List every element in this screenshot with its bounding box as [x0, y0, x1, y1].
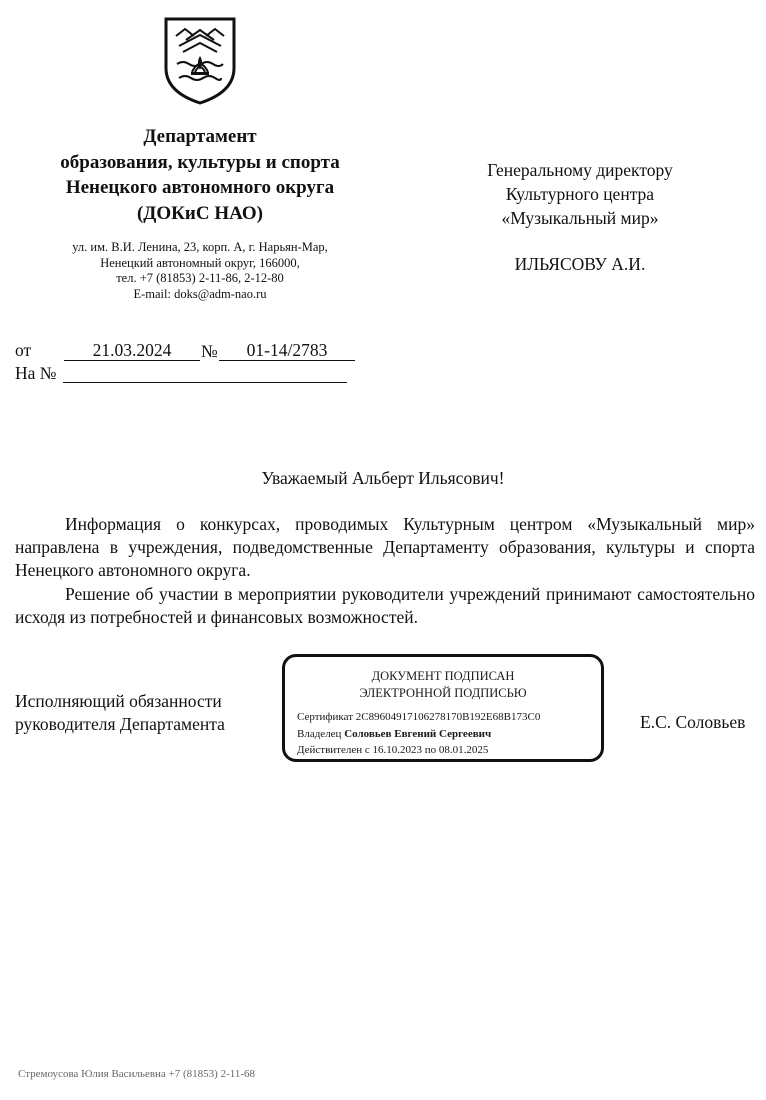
recipient-line: «Музыкальный мир»	[501, 208, 659, 228]
stamp-valid-to: 08.01.2025	[438, 744, 489, 756]
reply-label: На №	[15, 363, 57, 383]
address-line: Ненецкий автономный округ, 166000,	[100, 255, 300, 270]
coat-of-arms-icon	[163, 16, 237, 106]
signer-position	[15, 690, 225, 736]
electronic-signature-stamp	[282, 654, 604, 762]
department-line: образования, культуры и спорта	[60, 151, 340, 173]
signer-position-line: руководителя Департамента	[15, 714, 225, 734]
recipient-line: Культурного центра	[505, 184, 655, 204]
stamp-validity-row	[297, 742, 601, 759]
address-line: E-mail: doks@adm-nao.ru	[133, 286, 267, 301]
stamp-title-line: ДОКУМЕНТ ПОДПИСАН	[371, 669, 515, 683]
executor-footer: Стремоусова Юлия Васильевна +7 (81853) 2-11-68	[18, 1068, 256, 1080]
department-name	[30, 124, 370, 226]
from-label: от	[15, 340, 32, 360]
document-number: 01-14/2783	[219, 340, 355, 361]
body-paragraph: Информация о конкурсах, проводимых Культурным центром «Музыкальный мир» направлена в учреждения, подведомственные Департаменту образования, культуры и спорта Ненецкого автономного округа.	[15, 514, 755, 581]
stamp-certificate-value: 2C89604917106278170B192E68B173C0	[355, 711, 541, 723]
recipient-line: Генеральному директору	[487, 160, 673, 180]
department-address	[30, 240, 370, 302]
recipient-block	[440, 158, 720, 276]
stamp-valid-from: 16.10.2023	[372, 744, 423, 756]
department-line: Ненецкого автономного округа	[65, 177, 335, 198]
address-line: ул. им. В.И. Ленина, 23, корп. А, г. Нарьян-Мар,	[72, 240, 328, 254]
letter-body	[15, 513, 755, 629]
department-line: Департамент	[143, 126, 257, 147]
document-date: 21.03.2024	[64, 340, 200, 361]
greeting: Уважаемый Альберт Ильясович!	[261, 468, 505, 488]
stamp-valid-label: Действителен с	[297, 744, 370, 756]
address-line: тел. +7 (81853) 2-11-86, 2-12-80	[116, 271, 284, 285]
stamp-certificate-label: Сертификат	[297, 711, 353, 723]
reply-number	[63, 362, 347, 383]
body-paragraph: Решение об участии в мероприятии руководители учреждений принимают самостоятельно исходя из потребностей и финансовых возможностей.	[15, 583, 755, 627]
stamp-owner-label: Владелец	[297, 727, 342, 740]
signer-name: Е.С. Соловьев	[640, 712, 746, 732]
stamp-certificate-row	[297, 709, 601, 726]
number-sign: №	[201, 341, 218, 361]
department-line: (ДОКиС НАО)	[136, 202, 264, 224]
stamp-owner-row	[297, 726, 601, 743]
recipient-name: ИЛЬЯСОВУ А.И.	[514, 254, 646, 274]
signer-position-line: Исполняющий обязанности	[15, 691, 222, 711]
stamp-title-line: ЭЛЕКТРОННОЙ ПОДПИСЬЮ	[359, 686, 527, 700]
stamp-valid-to-label: по	[424, 744, 437, 756]
stamp-owner-value: Соловьев Евгений Сергеевич	[344, 727, 492, 740]
